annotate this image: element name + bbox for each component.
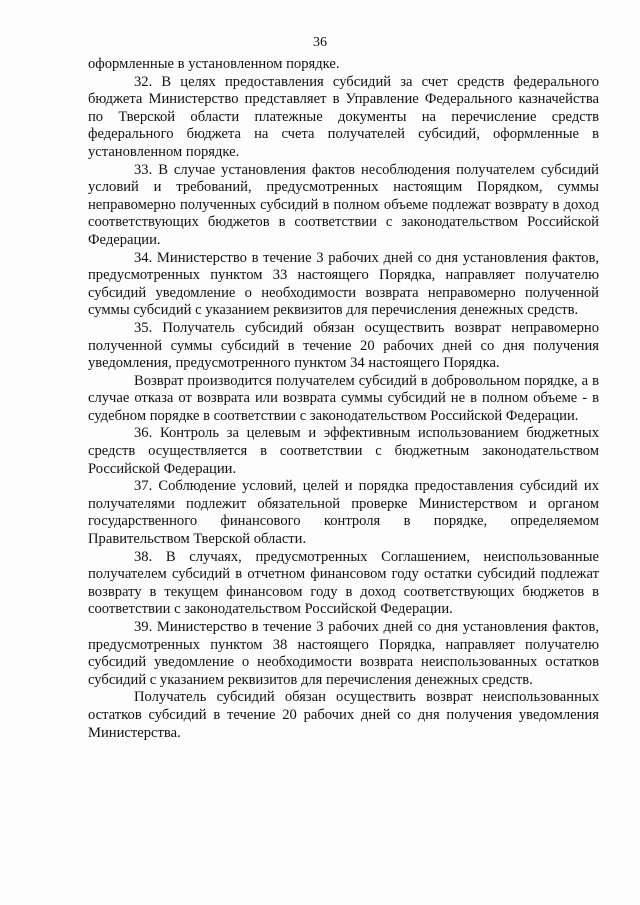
paragraph: Получатель субсидий обязан осуществить возврат неиспользованных остатков субсидий в течение 20 рабочих дней со дня получения уведомления Министерства. — [88, 689, 599, 741]
page-number: 36 — [313, 35, 327, 50]
paragraph: 32. В целях предоставления субсидий за счет средств федерального бюджета Министерство представляет в Управление Федерального казначейства по Тверской области платежные документы на перечисление средств федерального бюджета на счета получателей субсидий, оформленные в установленном порядке. — [88, 73, 599, 160]
paragraph: Возврат производится получателем субсидий в добровольном порядке, а в случае отказа от возврата или возврата суммы субсидий не в полном объеме - в судебном порядке в соответствии с законодательством Российской Федерации. — [88, 372, 599, 424]
paragraph: 33. В случае установления фактов несоблюдения получателем субсидий условий и требований, предусмотренных настоящим Порядком, суммы неправомерно полученных субсидий в полном объеме подлежат возврату в доход соответствующих бюджетов в соответствии с законодательством Российской Федерации. — [88, 161, 599, 248]
paragraph: оформленные в установленном порядке. — [88, 56, 340, 72]
paragraph: 36. Контроль за целевым и эффективным использованием бюджетных средств осуществляется в соответствии с бюджетным законодательством Российской Федерации. — [88, 425, 599, 477]
document-body — [88, 56, 599, 742]
paragraph: 35. Получатель субсидий обязан осуществить возврат неправомерно полученной суммы субсидий в течение 20 рабочих дней со дня получения уведомления, предусмотренного пунктом 34 настоящего Порядка. — [88, 319, 599, 372]
paragraph: 37. Соблюдение условий, целей и порядка предоставления субсидий их получателями подлежит обязательной проверке Министерством и органом государственного финансового контроля в порядке, определяемом Правительством Тверской области. — [88, 478, 599, 548]
paragraph: 34. Министерство в течение 3 рабочих дней со дня установления фактов, предусмотренных пунктом 33 настоящего Порядка, направляет получателю субсидий уведомление о необходимости возврата неправомерно полученной суммы субсидий с указанием реквизитов для перечисления денежных средств. — [88, 249, 599, 319]
paragraph: 39. Министерство в течение 3 рабочих дней со дня установления фактов, предусмотренных пунктом 38 настоящего Порядка, направляет получателю субсидий уведомление о необходимости возврата неиспользованных остатков субсидий с указанием реквизитов для перечисления денежных средств. — [88, 619, 599, 688]
paragraph: 38. В случаях, предусмотренных Соглашением, неиспользованные получателем субсидий в отчетном финансовом году остатки субсидий подлежат возврату в текущем финансовом году в доход соответствующих бюджетов в соответствии с законодательством Российской Федерации. — [88, 548, 599, 618]
